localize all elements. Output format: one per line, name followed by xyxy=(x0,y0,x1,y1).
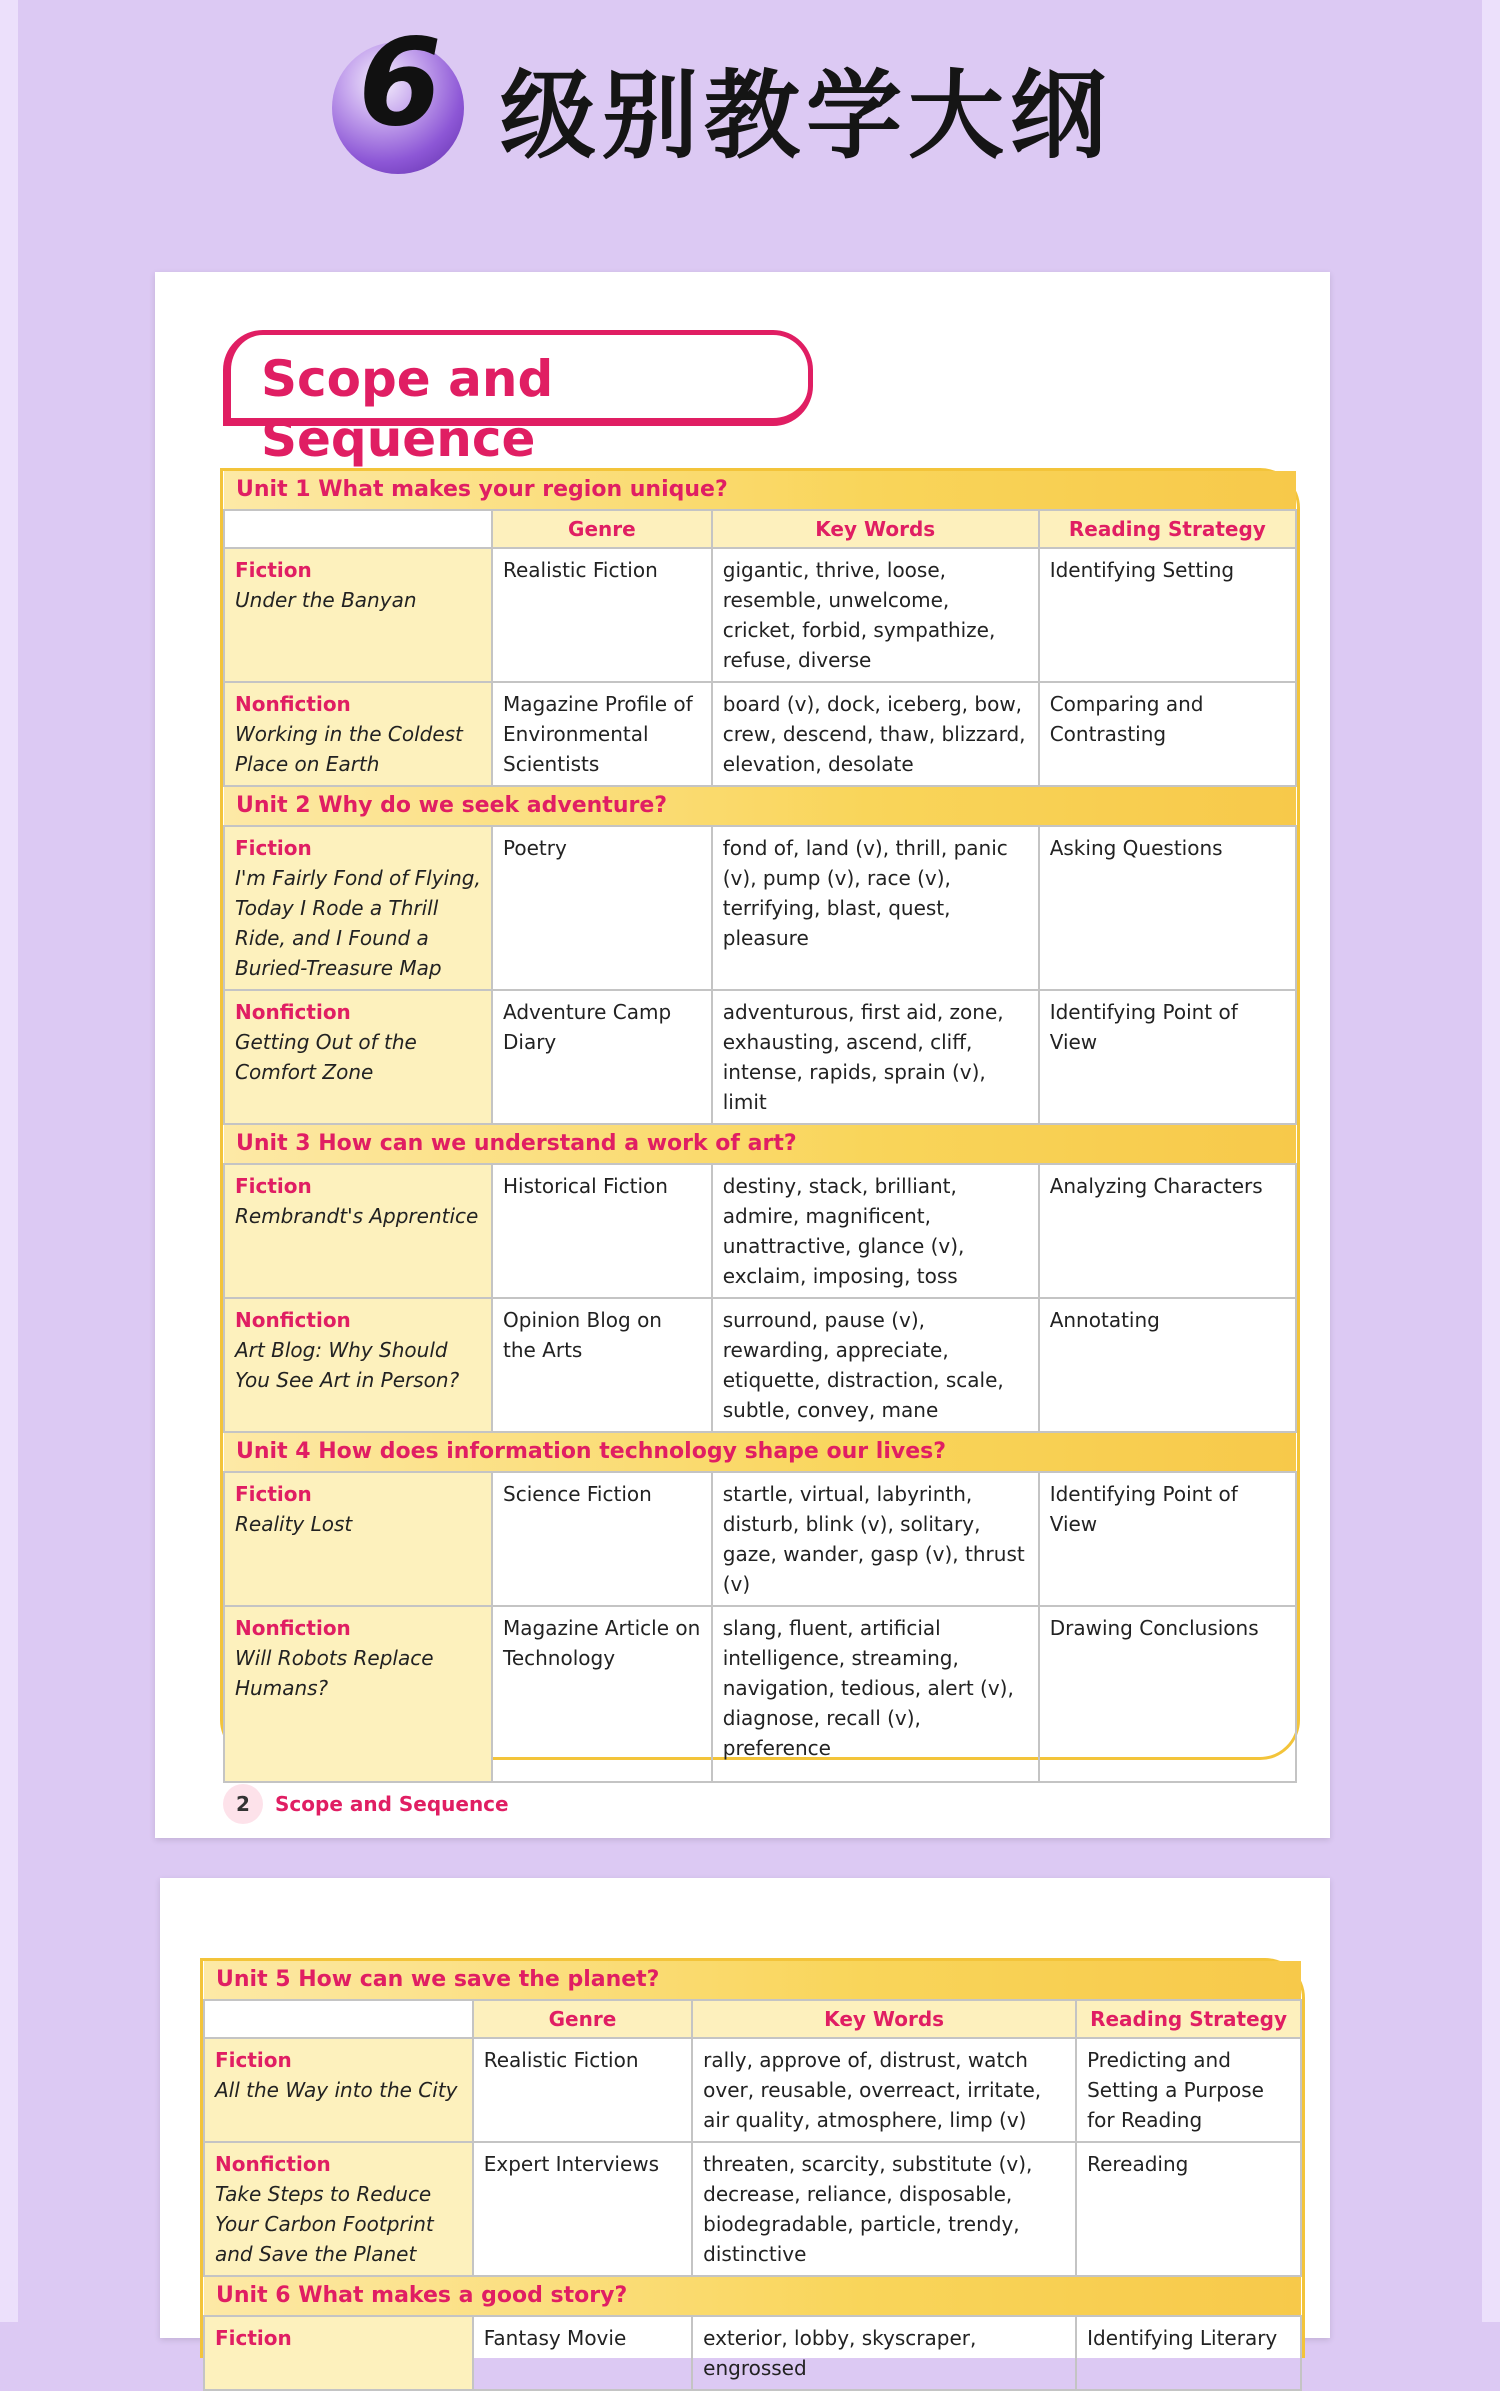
strategy-cell: Comparing and Contrasting xyxy=(1039,682,1296,786)
table-row xyxy=(224,1164,1296,1298)
table-row xyxy=(224,990,1296,1124)
selection-type: Fiction xyxy=(235,1482,312,1506)
selection-title: Will Robots Replace Humans? xyxy=(235,1646,434,1700)
column-header-row xyxy=(204,2000,1301,2038)
column-header-key-words: Key Words xyxy=(712,510,1039,548)
table-row xyxy=(204,2142,1301,2276)
page-number: 2 xyxy=(223,1784,263,1824)
selection-type: Nonfiction xyxy=(235,692,351,716)
key-words-cell: gigantic, thrive, loose, resemble, unwelcome, cricket, forbid, sympathize, refuse, diverse xyxy=(712,548,1039,682)
left-border-stripe xyxy=(0,0,18,2322)
strategy-cell: Identifying Literary xyxy=(1076,2316,1301,2390)
genre-cell: Realistic Fiction xyxy=(473,2038,692,2142)
page-footer xyxy=(223,1784,509,1824)
genre-cell: Historical Fiction xyxy=(492,1164,712,1298)
table-row xyxy=(224,682,1296,786)
selection-type: Fiction xyxy=(235,1174,312,1198)
scope-banner xyxy=(223,330,813,468)
genre-cell: Fantasy Movie xyxy=(473,2316,692,2390)
selection-title: Art Blog: Why Should You See Art in Person? xyxy=(235,1338,460,1392)
table-row xyxy=(224,826,1296,990)
unit-title: Unit 3 How can we understand a work of art? xyxy=(224,1124,1296,1164)
key-words-cell: rally, approve of, distrust, watch over, reusable, overreact, irritate, air quality, atmosphere, limp (v) xyxy=(692,2038,1076,2142)
table-row xyxy=(204,2038,1301,2142)
column-header-genre: Genre xyxy=(473,2000,692,2038)
strategy-cell: Asking Questions xyxy=(1039,826,1296,990)
key-words-cell: adventurous, first aid, zone, exhausting, ascend, cliff, intense, rapids, sprain (v), limit xyxy=(712,990,1039,1124)
unit-title: Unit 6 What makes a good story? xyxy=(204,2276,1301,2316)
key-words-cell: destiny, stack, brilliant, admire, magnificent, unattractive, glance (v), exclaim, imposing, toss xyxy=(712,1164,1039,1298)
selection-type: Nonfiction xyxy=(235,1000,351,1024)
selection-cell xyxy=(224,682,492,786)
column-header-blank xyxy=(204,2000,473,2038)
banner-title: Scope and Sequence xyxy=(261,350,554,468)
selection-title: I'm Fairly Fond of Flying, Today I Rode a Thrill Ride, and I Found a Buried-Treasure Map xyxy=(235,866,481,980)
selection-title: All the Way into the City xyxy=(215,2078,458,2102)
selection-cell xyxy=(224,1606,492,1782)
genre-cell: Science Fiction xyxy=(492,1472,712,1606)
selection-type: Fiction xyxy=(215,2048,292,2072)
selection-type: Nonfiction xyxy=(235,1308,351,1332)
unit-title: Unit 2 Why do we seek adventure? xyxy=(224,786,1296,826)
genre-cell: Adventure Camp Diary xyxy=(492,990,712,1124)
genre-cell: Poetry xyxy=(492,826,712,990)
selection-cell xyxy=(224,548,492,682)
selection-cell xyxy=(224,1472,492,1606)
selection-title: Rembrandt's Apprentice xyxy=(235,1204,479,1228)
unit-header-row xyxy=(224,786,1296,826)
scope-table xyxy=(200,1958,1305,2380)
unit-header-row xyxy=(224,1432,1296,1472)
selection-type: Nonfiction xyxy=(235,1616,351,1640)
selection-cell xyxy=(224,1164,492,1298)
unit-header-row xyxy=(204,2276,1301,2316)
selection-title: Working in the Coldest Place on Earth xyxy=(235,722,463,776)
selection-cell xyxy=(224,826,492,990)
selection-title: Under the Banyan xyxy=(235,588,417,612)
selection-title: Take Steps to Reduce Your Carbon Footprint and Save the Planet xyxy=(215,2182,434,2266)
genre-cell: Expert Interviews xyxy=(473,2142,692,2276)
scope-table-grid xyxy=(223,471,1297,1783)
strategy-cell: Identifying Setting xyxy=(1039,548,1296,682)
table-row xyxy=(224,548,1296,682)
footer-label: Scope and Sequence xyxy=(275,1792,509,1816)
genre-cell: Opinion Blog on the Arts xyxy=(492,1298,712,1432)
genre-cell: Magazine Profile of Environmental Scientists xyxy=(492,682,712,786)
column-header-reading-strategy: Reading Strategy xyxy=(1076,2000,1301,2038)
scope-page-2 xyxy=(160,1878,1330,2380)
key-words-cell: startle, virtual, labyrinth, disturb, blink (v), solitary, gaze, wander, gasp (v), thrust (v) xyxy=(712,1472,1039,1606)
scope-table xyxy=(220,468,1300,1760)
page-title: 级别教学大纲 xyxy=(500,60,1112,172)
selection-cell xyxy=(204,2038,473,2142)
table-row xyxy=(224,1606,1296,1782)
strategy-cell: Drawing Conclusions xyxy=(1039,1606,1296,1782)
right-border-stripe xyxy=(1482,0,1500,2322)
page-header xyxy=(0,0,1500,270)
selection-title: Getting Out of the Comfort Zone xyxy=(235,1030,417,1084)
table-row xyxy=(204,2316,1301,2390)
genre-cell: Realistic Fiction xyxy=(492,548,712,682)
table-row xyxy=(224,1298,1296,1432)
column-header-key-words: Key Words xyxy=(692,2000,1076,2038)
key-words-cell: slang, fluent, artificial intelligence, streaming, navigation, tedious, alert (v), diagnose, recall (v), preference xyxy=(712,1606,1039,1782)
genre-cell: Magazine Article on Technology xyxy=(492,1606,712,1782)
unit-header-row xyxy=(224,471,1296,510)
selection-cell xyxy=(224,990,492,1124)
key-words-cell: threaten, scarcity, substitute (v), decrease, reliance, disposable, biodegradable, particle, trendy, distinctive xyxy=(692,2142,1076,2276)
key-words-cell: surround, pause (v), rewarding, appreciate, etiquette, distraction, scale, subtle, convey, mane xyxy=(712,1298,1039,1432)
key-words-cell: exterior, lobby, skyscraper, engrossed xyxy=(692,2316,1076,2390)
unit-title: Unit 4 How does information technology shape our lives? xyxy=(224,1432,1296,1472)
column-header-genre: Genre xyxy=(492,510,712,548)
key-words-cell: board (v), dock, iceberg, bow, crew, descend, thaw, blizzard, elevation, desolate xyxy=(712,682,1039,786)
strategy-cell: Identifying Point of View xyxy=(1039,1472,1296,1606)
key-words-cell: fond of, land (v), thrill, panic (v), pump (v), race (v), terrifying, blast, quest, pleasure xyxy=(712,826,1039,990)
level-number: 6 xyxy=(358,14,442,153)
strategy-cell: Analyzing Characters xyxy=(1039,1164,1296,1298)
strategy-cell: Annotating xyxy=(1039,1298,1296,1432)
column-header-blank xyxy=(224,510,492,548)
table-row xyxy=(224,1472,1296,1606)
selection-cell xyxy=(204,2142,473,2276)
unit-header-row xyxy=(204,1961,1301,2000)
column-header-reading-strategy: Reading Strategy xyxy=(1039,510,1296,548)
strategy-cell: Predicting and Setting a Purpose for Reading xyxy=(1076,2038,1301,2142)
scope-table-grid xyxy=(203,1961,1302,2391)
unit-title: Unit 5 How can we save the planet? xyxy=(204,1961,1301,2000)
selection-cell xyxy=(224,1298,492,1432)
selection-title: Reality Lost xyxy=(235,1512,353,1536)
unit-header-row xyxy=(224,1124,1296,1164)
column-header-row xyxy=(224,510,1296,548)
selection-type: Nonfiction xyxy=(215,2152,331,2176)
unit-title: Unit 1 What makes your region unique? xyxy=(224,471,1296,510)
selection-type: Fiction xyxy=(235,558,312,582)
selection-cell xyxy=(204,2316,473,2390)
scope-page-1 xyxy=(155,272,1330,1838)
selection-type: Fiction xyxy=(215,2326,292,2350)
selection-type: Fiction xyxy=(235,836,312,860)
strategy-cell: Rereading xyxy=(1076,2142,1301,2276)
strategy-cell: Identifying Point of View xyxy=(1039,990,1296,1124)
